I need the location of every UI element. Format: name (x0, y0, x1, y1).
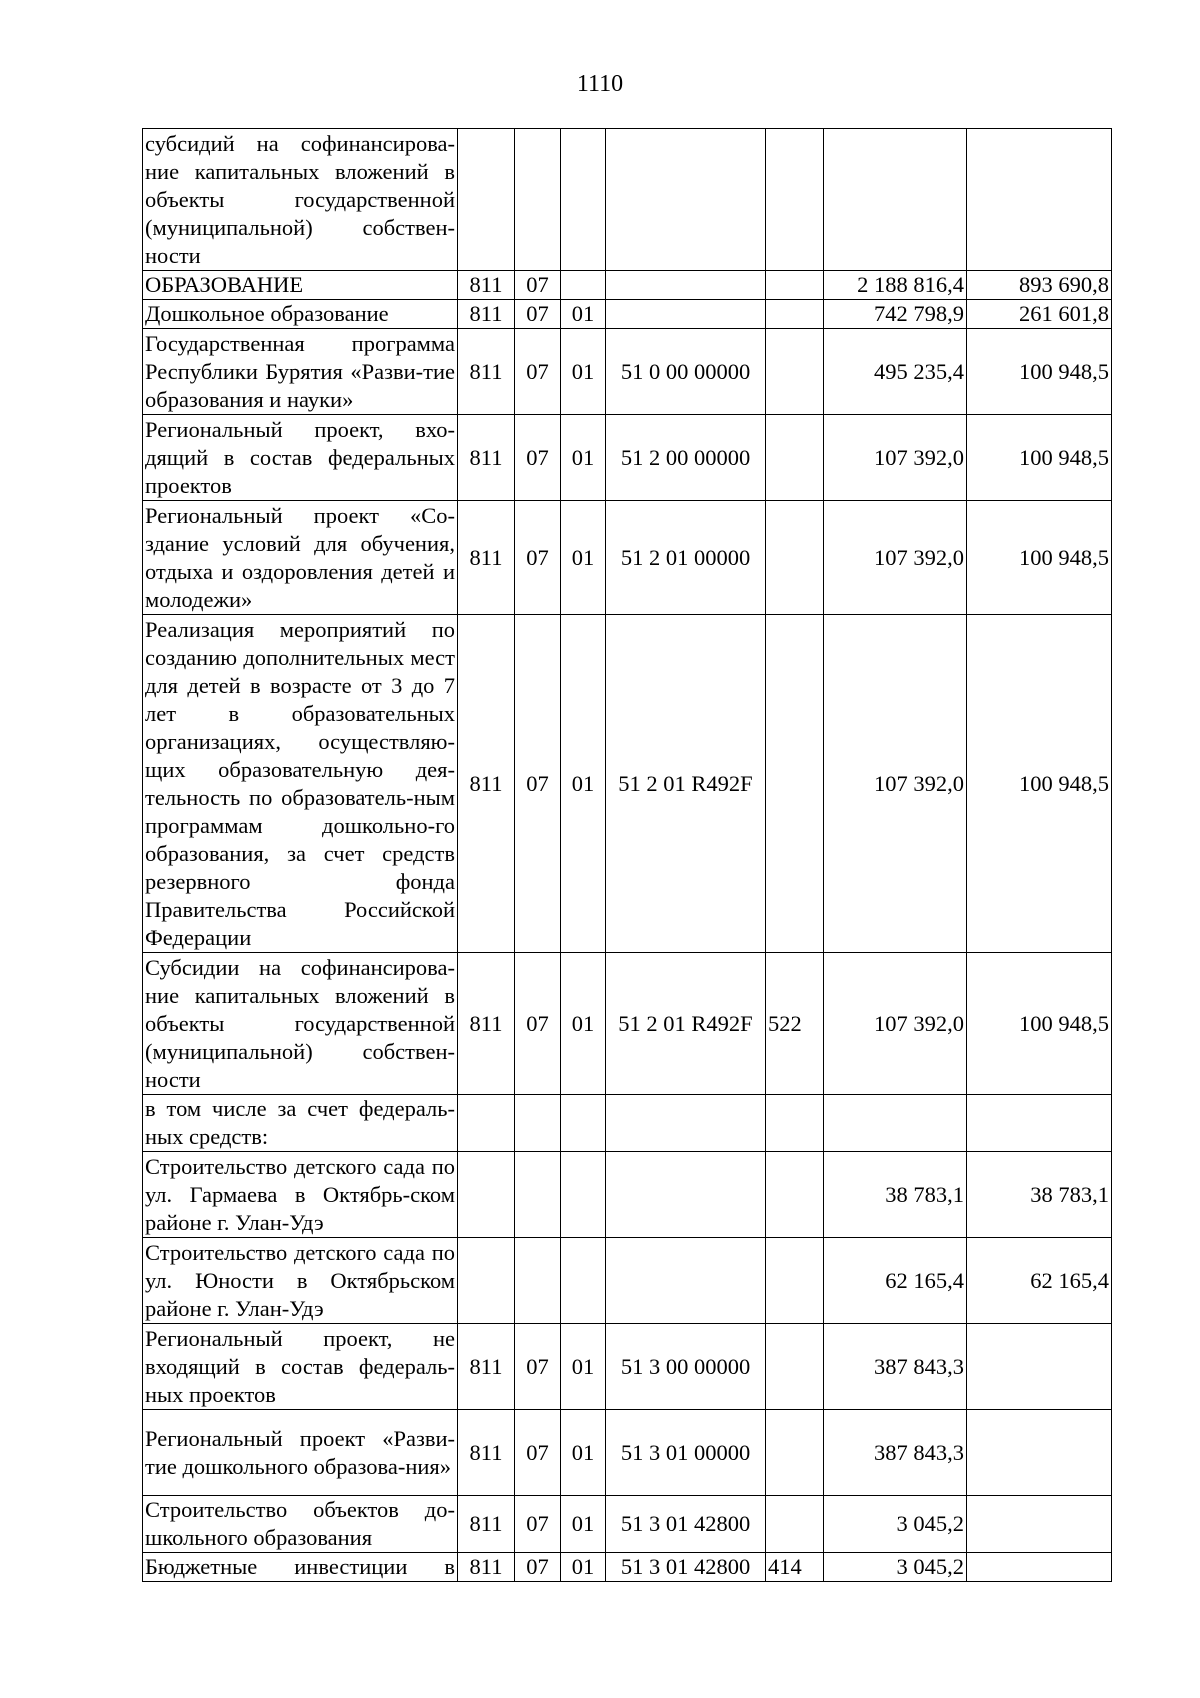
row-sum1: 387 843,3 (824, 1324, 967, 1410)
row-rz (515, 1095, 561, 1152)
row-name: субсидий на софинансирова-ние капитальных вложений в объекты государственной (муниципальной) собствен-ности (143, 129, 458, 271)
table-row (143, 329, 1112, 415)
table-row (143, 615, 1112, 953)
row-csr: 51 2 01 R492F (606, 615, 766, 953)
table-row (143, 1095, 1112, 1152)
row-ved (458, 1095, 515, 1152)
row-rz: 07 (515, 1553, 561, 1582)
row-pr (561, 129, 606, 271)
row-sum2 (967, 1095, 1112, 1152)
row-ved: 811 (458, 329, 515, 415)
row-vr (766, 129, 824, 271)
row-sum1: 495 235,4 (824, 329, 967, 415)
page-number: 1110 (576, 71, 624, 97)
row-csr (606, 271, 766, 300)
row-csr (606, 129, 766, 271)
row-rz: 07 (515, 1324, 561, 1410)
row-pr: 01 (561, 953, 606, 1095)
row-csr: 51 3 01 42800 (606, 1553, 766, 1582)
row-sum2 (967, 1324, 1112, 1410)
row-sum1: 107 392,0 (824, 415, 967, 501)
row-name: Государственная программа Республики Бурятия «Разви-тие образования и науки» (143, 329, 458, 415)
row-vr (766, 1095, 824, 1152)
row-pr: 01 (561, 1553, 606, 1582)
row-sum2: 62 165,4 (967, 1238, 1112, 1324)
row-ved (458, 1152, 515, 1238)
row-vr (766, 501, 824, 615)
row-sum2 (967, 1410, 1112, 1496)
row-pr: 01 (561, 1324, 606, 1410)
row-vr (766, 1410, 824, 1496)
row-rz: 07 (515, 501, 561, 615)
row-pr (561, 271, 606, 300)
row-ved (458, 1238, 515, 1324)
row-name: Строительство детского сада по ул. Гармаева в Октябрь-ском районе г. Улан-Удэ (143, 1152, 458, 1238)
row-vr: 414 (766, 1553, 824, 1582)
row-sum1: 107 392,0 (824, 953, 967, 1095)
table-row (143, 1496, 1112, 1553)
row-sum1: 38 783,1 (824, 1152, 967, 1238)
row-pr: 01 (561, 1496, 606, 1553)
row-csr: 51 3 01 00000 (606, 1410, 766, 1496)
row-csr (606, 300, 766, 329)
row-vr (766, 329, 824, 415)
row-vr: 522 (766, 953, 824, 1095)
row-sum1: 742 798,9 (824, 300, 967, 329)
row-name: Региональный проект, вхо-дящий в состав федеральных проектов (143, 415, 458, 501)
row-sum1: 62 165,4 (824, 1238, 967, 1324)
row-rz: 07 (515, 953, 561, 1095)
row-csr (606, 1152, 766, 1238)
row-vr (766, 1324, 824, 1410)
row-ved: 811 (458, 615, 515, 953)
table-row (143, 415, 1112, 501)
row-sum1: 107 392,0 (824, 615, 967, 953)
row-pr (561, 1238, 606, 1324)
row-sum2: 38 783,1 (967, 1152, 1112, 1238)
row-ved: 811 (458, 300, 515, 329)
table-row (143, 271, 1112, 300)
row-ved: 811 (458, 953, 515, 1095)
row-ved: 811 (458, 1324, 515, 1410)
row-name: в том числе за счет федераль-ных средств: (143, 1095, 458, 1152)
row-ved: 811 (458, 415, 515, 501)
row-csr: 51 2 00 00000 (606, 415, 766, 501)
row-sum2: 100 948,5 (967, 415, 1112, 501)
table-row (143, 129, 1112, 271)
row-ved: 811 (458, 1410, 515, 1496)
row-pr: 01 (561, 300, 606, 329)
row-sum1: 2 188 816,4 (824, 271, 967, 300)
row-name: Региональный проект «Со-здание условий для обучения, отдыха и оздоровления детей и молодежи» (143, 501, 458, 615)
table-row (143, 1553, 1112, 1582)
row-sum2: 100 948,5 (967, 329, 1112, 415)
row-pr: 01 (561, 329, 606, 415)
row-sum2: 100 948,5 (967, 953, 1112, 1095)
row-rz (515, 129, 561, 271)
row-name: Строительство детского сада по ул. Юности в Октябрьском районе г. Улан-Удэ (143, 1238, 458, 1324)
row-csr: 51 0 00 00000 (606, 329, 766, 415)
row-sum2 (967, 1496, 1112, 1553)
table-row (143, 1152, 1112, 1238)
row-name: Региональный проект «Разви-тие дошкольного образова-ния» (143, 1410, 458, 1496)
row-sum2: 893 690,8 (967, 271, 1112, 300)
row-csr (606, 1095, 766, 1152)
row-pr (561, 1095, 606, 1152)
row-sum2 (967, 1553, 1112, 1582)
table-row (143, 1410, 1112, 1496)
row-rz: 07 (515, 329, 561, 415)
row-pr: 01 (561, 1410, 606, 1496)
row-name: Субсидии на софинансирова-ние капитальных вложений в объекты государственной (муниципальной) собствен-ности (143, 953, 458, 1095)
row-name: ОБРАЗОВАНИЕ (143, 271, 458, 300)
row-pr: 01 (561, 415, 606, 501)
row-pr: 01 (561, 501, 606, 615)
row-rz: 07 (515, 415, 561, 501)
row-csr: 51 3 00 00000 (606, 1324, 766, 1410)
row-csr: 51 2 01 00000 (606, 501, 766, 615)
row-csr (606, 1238, 766, 1324)
row-name: Бюджетные инвестиции в (143, 1553, 458, 1582)
row-sum1: 107 392,0 (824, 501, 967, 615)
budget-table (142, 128, 1112, 1582)
row-sum1 (824, 129, 967, 271)
row-name: Реализация мероприятий по созданию дополнительных мест для детей в возрасте от 3 до 7 лет в образовательных организациях, осуществляю-щих образовательную дея-тельность по образователь-ным программам дошкольно-го образования, за счет средств резервного фонда Правительства Российской Федерации (143, 615, 458, 953)
table-row (143, 300, 1112, 329)
row-rz: 07 (515, 300, 561, 329)
row-sum2: 100 948,5 (967, 501, 1112, 615)
row-pr (561, 1152, 606, 1238)
row-rz: 07 (515, 615, 561, 953)
row-name: Строительство объектов до-школьного образования (143, 1496, 458, 1553)
row-vr (766, 1496, 824, 1553)
row-sum2: 261 601,8 (967, 300, 1112, 329)
row-vr (766, 300, 824, 329)
row-rz (515, 1152, 561, 1238)
row-name: Региональный проект, не входящий в состав федераль-ных проектов (143, 1324, 458, 1410)
row-name: Дошкольное образование (143, 300, 458, 329)
row-sum1: 3 045,2 (824, 1496, 967, 1553)
table-row (143, 1238, 1112, 1324)
row-sum2: 100 948,5 (967, 615, 1112, 953)
row-ved: 811 (458, 1496, 515, 1553)
row-sum1: 387 843,3 (824, 1410, 967, 1496)
row-rz (515, 1238, 561, 1324)
row-ved: 811 (458, 1553, 515, 1582)
row-vr (766, 415, 824, 501)
table-row (143, 953, 1112, 1095)
row-rz: 07 (515, 271, 561, 300)
row-vr (766, 1152, 824, 1238)
row-sum1: 3 045,2 (824, 1553, 967, 1582)
row-pr: 01 (561, 615, 606, 953)
row-ved (458, 129, 515, 271)
row-vr (766, 271, 824, 300)
row-sum2 (967, 129, 1112, 271)
table-row (143, 501, 1112, 615)
row-vr (766, 615, 824, 953)
row-csr: 51 3 01 42800 (606, 1496, 766, 1553)
row-ved: 811 (458, 501, 515, 615)
row-ved: 811 (458, 271, 515, 300)
row-vr (766, 1238, 824, 1324)
table-row (143, 1324, 1112, 1410)
row-csr: 51 2 01 R492F (606, 953, 766, 1095)
row-rz: 07 (515, 1496, 561, 1553)
row-rz: 07 (515, 1410, 561, 1496)
row-sum1 (824, 1095, 967, 1152)
